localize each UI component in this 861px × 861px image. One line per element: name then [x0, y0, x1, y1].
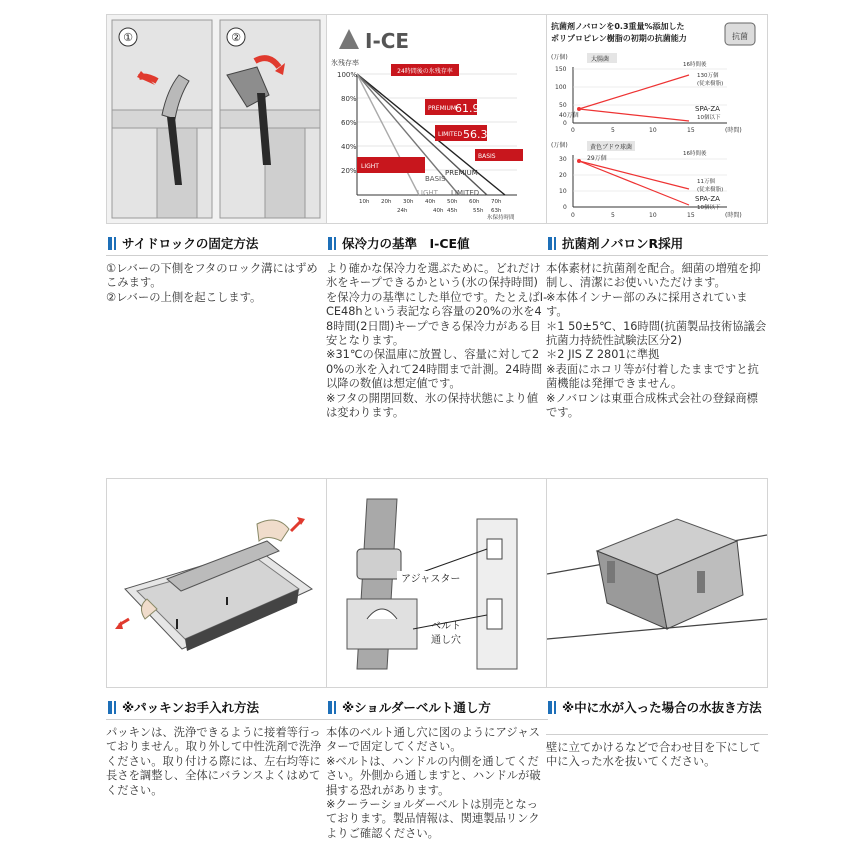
- ab1-xtick: 10: [649, 127, 657, 134]
- ice-tag-light: LIGHT: [361, 163, 379, 170]
- ab1-xtick: 15: [687, 127, 695, 134]
- ice-tag-limited: LIMITED: [438, 131, 463, 138]
- ice-ytick: 40%: [341, 143, 357, 151]
- ab1-unit: (万個): [551, 54, 568, 61]
- ice-banner: 24時間後の氷残存率: [397, 68, 453, 75]
- ice-xtick: 20h: [381, 199, 392, 205]
- ab2-xtick: 15: [687, 212, 695, 219]
- ab2-ytick: 0: [563, 204, 567, 211]
- ab1-ytick: 150: [555, 66, 567, 73]
- ab2-xtick: 0: [571, 212, 575, 219]
- shoulder-belt-image: [326, 478, 548, 688]
- belt-adjuster-label: アジャスター: [401, 574, 461, 585]
- ice-ytick: 20%: [341, 167, 357, 175]
- ice-xtick-extra: 40h: [433, 208, 444, 214]
- side-lock-text: ①レバーの下側をフタのロック溝にはずめこみます。 ②レバーの上側を起こします。: [106, 262, 318, 304]
- ice-xtick-extra: 55h: [473, 208, 484, 214]
- ice-line-basis: BASIS: [425, 175, 446, 183]
- ab-badge: 抗菌: [732, 32, 748, 41]
- ab2-xtick: 5: [611, 212, 615, 219]
- ab1-ytick: 0: [563, 120, 567, 127]
- ice-xtick: 60h: [469, 199, 480, 205]
- side-lock-heading: サイドロックの固定方法: [106, 236, 328, 251]
- ab2-end2: 11万個: [697, 179, 715, 185]
- ice-value-limited: 56.3: [463, 128, 488, 141]
- ice-tag-premium: PREMIUM: [428, 105, 457, 112]
- ab2-spa-val: 10個以下: [697, 205, 721, 211]
- step1-label: ①: [123, 31, 133, 44]
- packing-image: [106, 478, 328, 688]
- ice-xtick: 30h: [403, 199, 414, 205]
- step2-label: ②: [231, 31, 241, 44]
- antibacterial-text: 本体素材に抗菌剤を配合。細菌の増殖を抑制し、清潔にお使いいただけます。 ※本体インナー部のみに採用されています。 ＊1 50±5℃、16時間(抗菌製品技術協議会 抗菌力持続性試験法区分2) ＊2 JIS Z 2801に準拠 ※表面にホコリ等が付着したままですと抗菌機能は発揮できません。 ※ノバロンは東亜合成株式会社の登録商標です。: [546, 262, 767, 420]
- ab1-end3: (従来樹脂): [697, 81, 724, 87]
- ice-xtick: 40h: [425, 199, 436, 205]
- ice-logo: I-CE: [365, 29, 410, 53]
- ab2-start: 29万個: [587, 155, 607, 162]
- ice-xtick-extra: 24h: [397, 208, 408, 214]
- drain-water-heading: ※中に水が入った場合の水抜き方法: [546, 700, 768, 715]
- belt-hole-label-2: 通し穴: [431, 635, 461, 646]
- ab2-end1: 16時間後: [683, 151, 707, 157]
- antibacterial-heading: 抗菌剤ノバロンR採用: [546, 236, 768, 251]
- ab1-spa-val: 10個以下: [697, 115, 721, 121]
- ab2-ytick: 10: [559, 188, 567, 195]
- ab2-spa: SPA-ZA: [695, 195, 720, 203]
- ab1-end2: 130万個: [697, 73, 719, 79]
- ab1-name: 大腸菌: [591, 56, 610, 63]
- ice-xaxis-label: 氷保持時間: [487, 215, 515, 221]
- ab2-xunit: (時間): [725, 212, 742, 219]
- ab1-spa: SPA-ZA: [695, 105, 720, 113]
- ice-ytick: 100%: [337, 71, 358, 79]
- ab1-ytick: 100: [555, 84, 567, 91]
- ab2-ytick: 20: [559, 172, 567, 179]
- ice-value-premium: 61.9: [455, 102, 480, 115]
- ice-xtick-extra: 45h: [447, 208, 458, 214]
- antibacterial-chart-image: [546, 14, 768, 224]
- ab-title-2: ポリプロピレン樹脂の初期の抗菌能力: [551, 34, 687, 43]
- ab1-ytick: 50: [559, 102, 567, 109]
- ab2-name: 黄色ブドウ球菌: [590, 144, 633, 151]
- ice-xtick: 10h: [359, 199, 370, 205]
- ice-line-premium: PREMIUM: [445, 169, 478, 177]
- belt-hole-label-1: ベルト: [431, 621, 461, 632]
- drain-water-image: [546, 478, 768, 688]
- ab2-xtick: 10: [649, 212, 657, 219]
- ice-line-light: LIGHT: [417, 189, 438, 197]
- ab2-unit: (万個): [551, 142, 568, 149]
- packing-heading: ※パッキンお手入れ方法: [106, 700, 328, 715]
- side-lock-image: [106, 14, 328, 224]
- ice-tag-basis: BASIS: [478, 153, 496, 160]
- ab1-xunit: (時間): [725, 127, 742, 134]
- ab1-start: 40万個: [559, 112, 579, 119]
- ab1-xtick: 0: [571, 127, 575, 134]
- ice-heading: 保冷力の基準 I-CE値: [326, 236, 548, 251]
- ice-text: より確かな保冷力を選ぶために。どれだけ氷をキープできるかという(氷の保持時間)を保冷力の基準にした単位です。たとえばI-CE48hという表記なら容量の20%の氷を48時間(2日間)キープできる保冷力がある目安となります。 ※31℃の保温庫に放置し、容量に対して20%の氷を入れて24時間まで計測。24時間以降の数値は想定値です。 ※フタの開閉回数、氷の保持状態により値は変わります。: [326, 262, 548, 420]
- ice-line-limited: LIMITED: [451, 189, 480, 197]
- ice-xtick: 50h: [447, 199, 458, 205]
- ice-xtick-extra: 63h: [491, 208, 502, 214]
- ab1-end1: 16時間後: [683, 62, 707, 68]
- ice-chart-image: [326, 14, 548, 224]
- ab2-end3: (従来樹脂): [697, 187, 724, 193]
- ice-ytick: 60%: [341, 119, 357, 127]
- ab2-ytick: 30: [559, 156, 567, 163]
- packing-text: パッキンは、洗浄できるように接着等行っておりません。取り外して中性洗剤で洗浄ください。取り付ける際には、左右均等に長さを調整し、全体にバランスよくはめてください。: [106, 726, 322, 797]
- ice-yaxis-label: 氷残存率: [331, 59, 359, 67]
- drain-water-text: 壁に立てかけるなどで合わせ目を下にして中に入った水を抜いてください。: [546, 741, 761, 769]
- ice-xtick: 70h: [491, 199, 502, 205]
- ice-ytick: 80%: [341, 95, 357, 103]
- ab-title-1: 抗菌剤ノバロンを0.3重量%添加した: [551, 22, 685, 31]
- shoulder-belt-heading: ※ショルダーベルト通し方: [326, 700, 548, 715]
- ab1-xtick: 5: [611, 127, 615, 134]
- shoulder-belt-text: 本体のベルト通し穴に図のようにアジャスターで固定してください。 ※ベルトは、ハンドルの内側を通してください。外側から通しますと、ハンドルが破損する恐れがあります。 ※クーラーショルダーベルトは別売となっております。製品情報は、関連製品リンクよりご確認ください。: [326, 726, 541, 840]
